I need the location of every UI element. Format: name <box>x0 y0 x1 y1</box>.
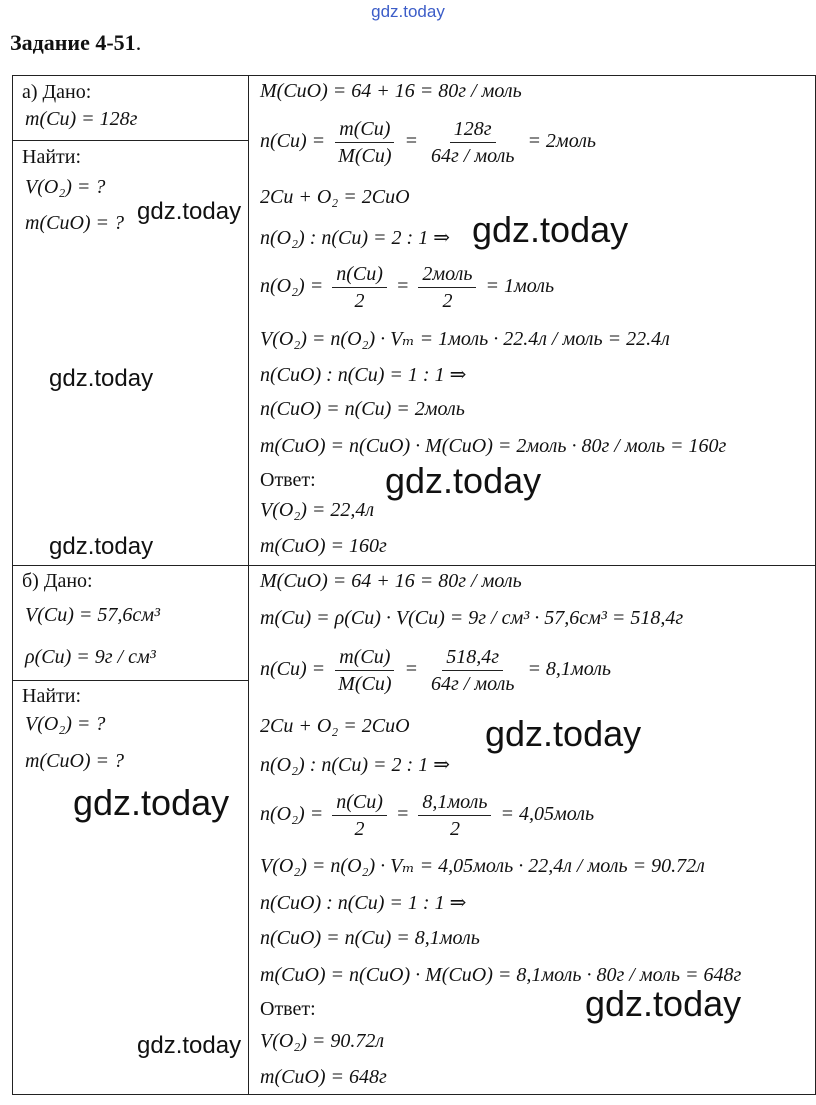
a-volume-o2: V(O₂) = n(O₂) · Vₘ = 1моль · 22.4л / моль = 22.4л <box>260 328 670 350</box>
find-a-mass: m(CuO) = ? <box>25 212 125 234</box>
b-answer-volume: V(O₂) = 90.72л <box>260 1030 385 1052</box>
a-ratio-o2: n(O₂) : n(Cu) = 2 : 1 ⇒ <box>260 227 450 249</box>
task-title: Задание 4-51. <box>10 30 142 55</box>
given-a-mass: m(Cu) = 128г <box>25 108 138 130</box>
given-label-a: а) Дано: <box>22 81 92 103</box>
watermark: gdz.today <box>49 365 154 392</box>
watermark: gdz.today <box>137 1032 242 1059</box>
a-mass-cuo: m(CuO) = n(CuO) · M(CuO) = 2моль · 80г / моль = 160г <box>260 435 727 457</box>
find-a-volume: V(O₂) = ? <box>25 176 106 198</box>
b-mass-cu: m(Cu) = ρ(Cu) · V(Cu) = 9г / см³ · 57,6см³ = 518,4г <box>260 607 684 629</box>
b-answer-mass: m(CuO) = 648г <box>260 1066 387 1088</box>
watermark: gdz.today <box>472 209 629 250</box>
b-moles-o2: n(O₂) = $\frac{n(Cu)}{2}$ = $\frac{\text{8,1моль}}{2}$ = 4,05моль <box>260 791 595 840</box>
watermark: gdz.today <box>585 983 742 1024</box>
b-ratio-cuo: n(CuO) : n(Cu) = 1 : 1 ⇒ <box>260 892 467 914</box>
find-b-volume: V(O₂) = ? <box>25 713 106 735</box>
b-volume-o2: V(O₂) = n(O₂) · Vₘ = 4,05моль · 22,4л / моль = 90.72л <box>260 855 705 877</box>
b-reaction: 2Cu + O₂ = 2CuO <box>260 715 410 737</box>
a-molar-mass: M(CuO) = 64 + 16 = 80г / моль <box>260 80 522 102</box>
given-b-volume: V(Cu) = 57,6см³ <box>25 604 161 626</box>
a-moles-cu: n(Cu) = $\frac{m(Cu)}{M(Cu)}$ = $\frac{128г}{\text{64г / моль}}$ = 2моль <box>260 118 597 167</box>
part-divider <box>12 565 816 566</box>
given-b-density: ρ(Cu) = 9г / см³ <box>25 646 156 668</box>
find-label-a: Найти: <box>22 146 82 168</box>
b-answer-label: Ответ: <box>260 998 316 1020</box>
given-find-divider-a <box>12 140 248 141</box>
b-moles-cu: n(Cu) = $\frac{m(Cu)}{M(Cu)}$ = $\frac{518,4г}{\text{64г / моль}}$ = 8,1моль <box>260 646 612 695</box>
site-header[interactable]: gdz.today <box>371 2 445 21</box>
watermark: gdz.today <box>137 198 242 225</box>
a-answer-volume: V(O₂) = 22,4л <box>260 499 375 521</box>
find-label-b: Найти: <box>22 685 82 707</box>
watermark: gdz.today <box>73 782 230 823</box>
find-b-mass: m(CuO) = ? <box>25 750 125 772</box>
b-molar-mass: M(CuO) = 64 + 16 = 80г / моль <box>260 570 522 592</box>
watermark: gdz.today <box>485 713 642 754</box>
watermark: gdz.today <box>385 460 542 501</box>
table-divider <box>248 75 249 1095</box>
a-moles-cuo: n(CuO) = n(Cu) = 2моль <box>260 398 465 420</box>
b-ratio-o2: n(O₂) : n(Cu) = 2 : 1 ⇒ <box>260 754 450 776</box>
a-reaction: 2Cu + O₂ = 2CuO <box>260 186 410 208</box>
b-moles-cuo: n(CuO) = n(Cu) = 8,1моль <box>260 927 480 949</box>
a-answer-label: Ответ: <box>260 469 316 491</box>
given-label-b: б) Дано: <box>22 570 93 592</box>
given-find-divider-b <box>12 680 248 681</box>
a-answer-mass: m(CuO) = 160г <box>260 535 387 557</box>
a-ratio-cuo: n(CuO) : n(Cu) = 1 : 1 ⇒ <box>260 364 467 386</box>
watermark: gdz.today <box>49 533 154 560</box>
a-moles-o2: n(O₂) = $\frac{n(Cu)}{2}$ = $\frac{\text{2моль}}{2}$ = 1моль <box>260 263 555 312</box>
b-mass-cuo: m(CuO) = n(CuO) · M(CuO) = 8,1моль · 80г / моль = 648г <box>260 964 742 986</box>
